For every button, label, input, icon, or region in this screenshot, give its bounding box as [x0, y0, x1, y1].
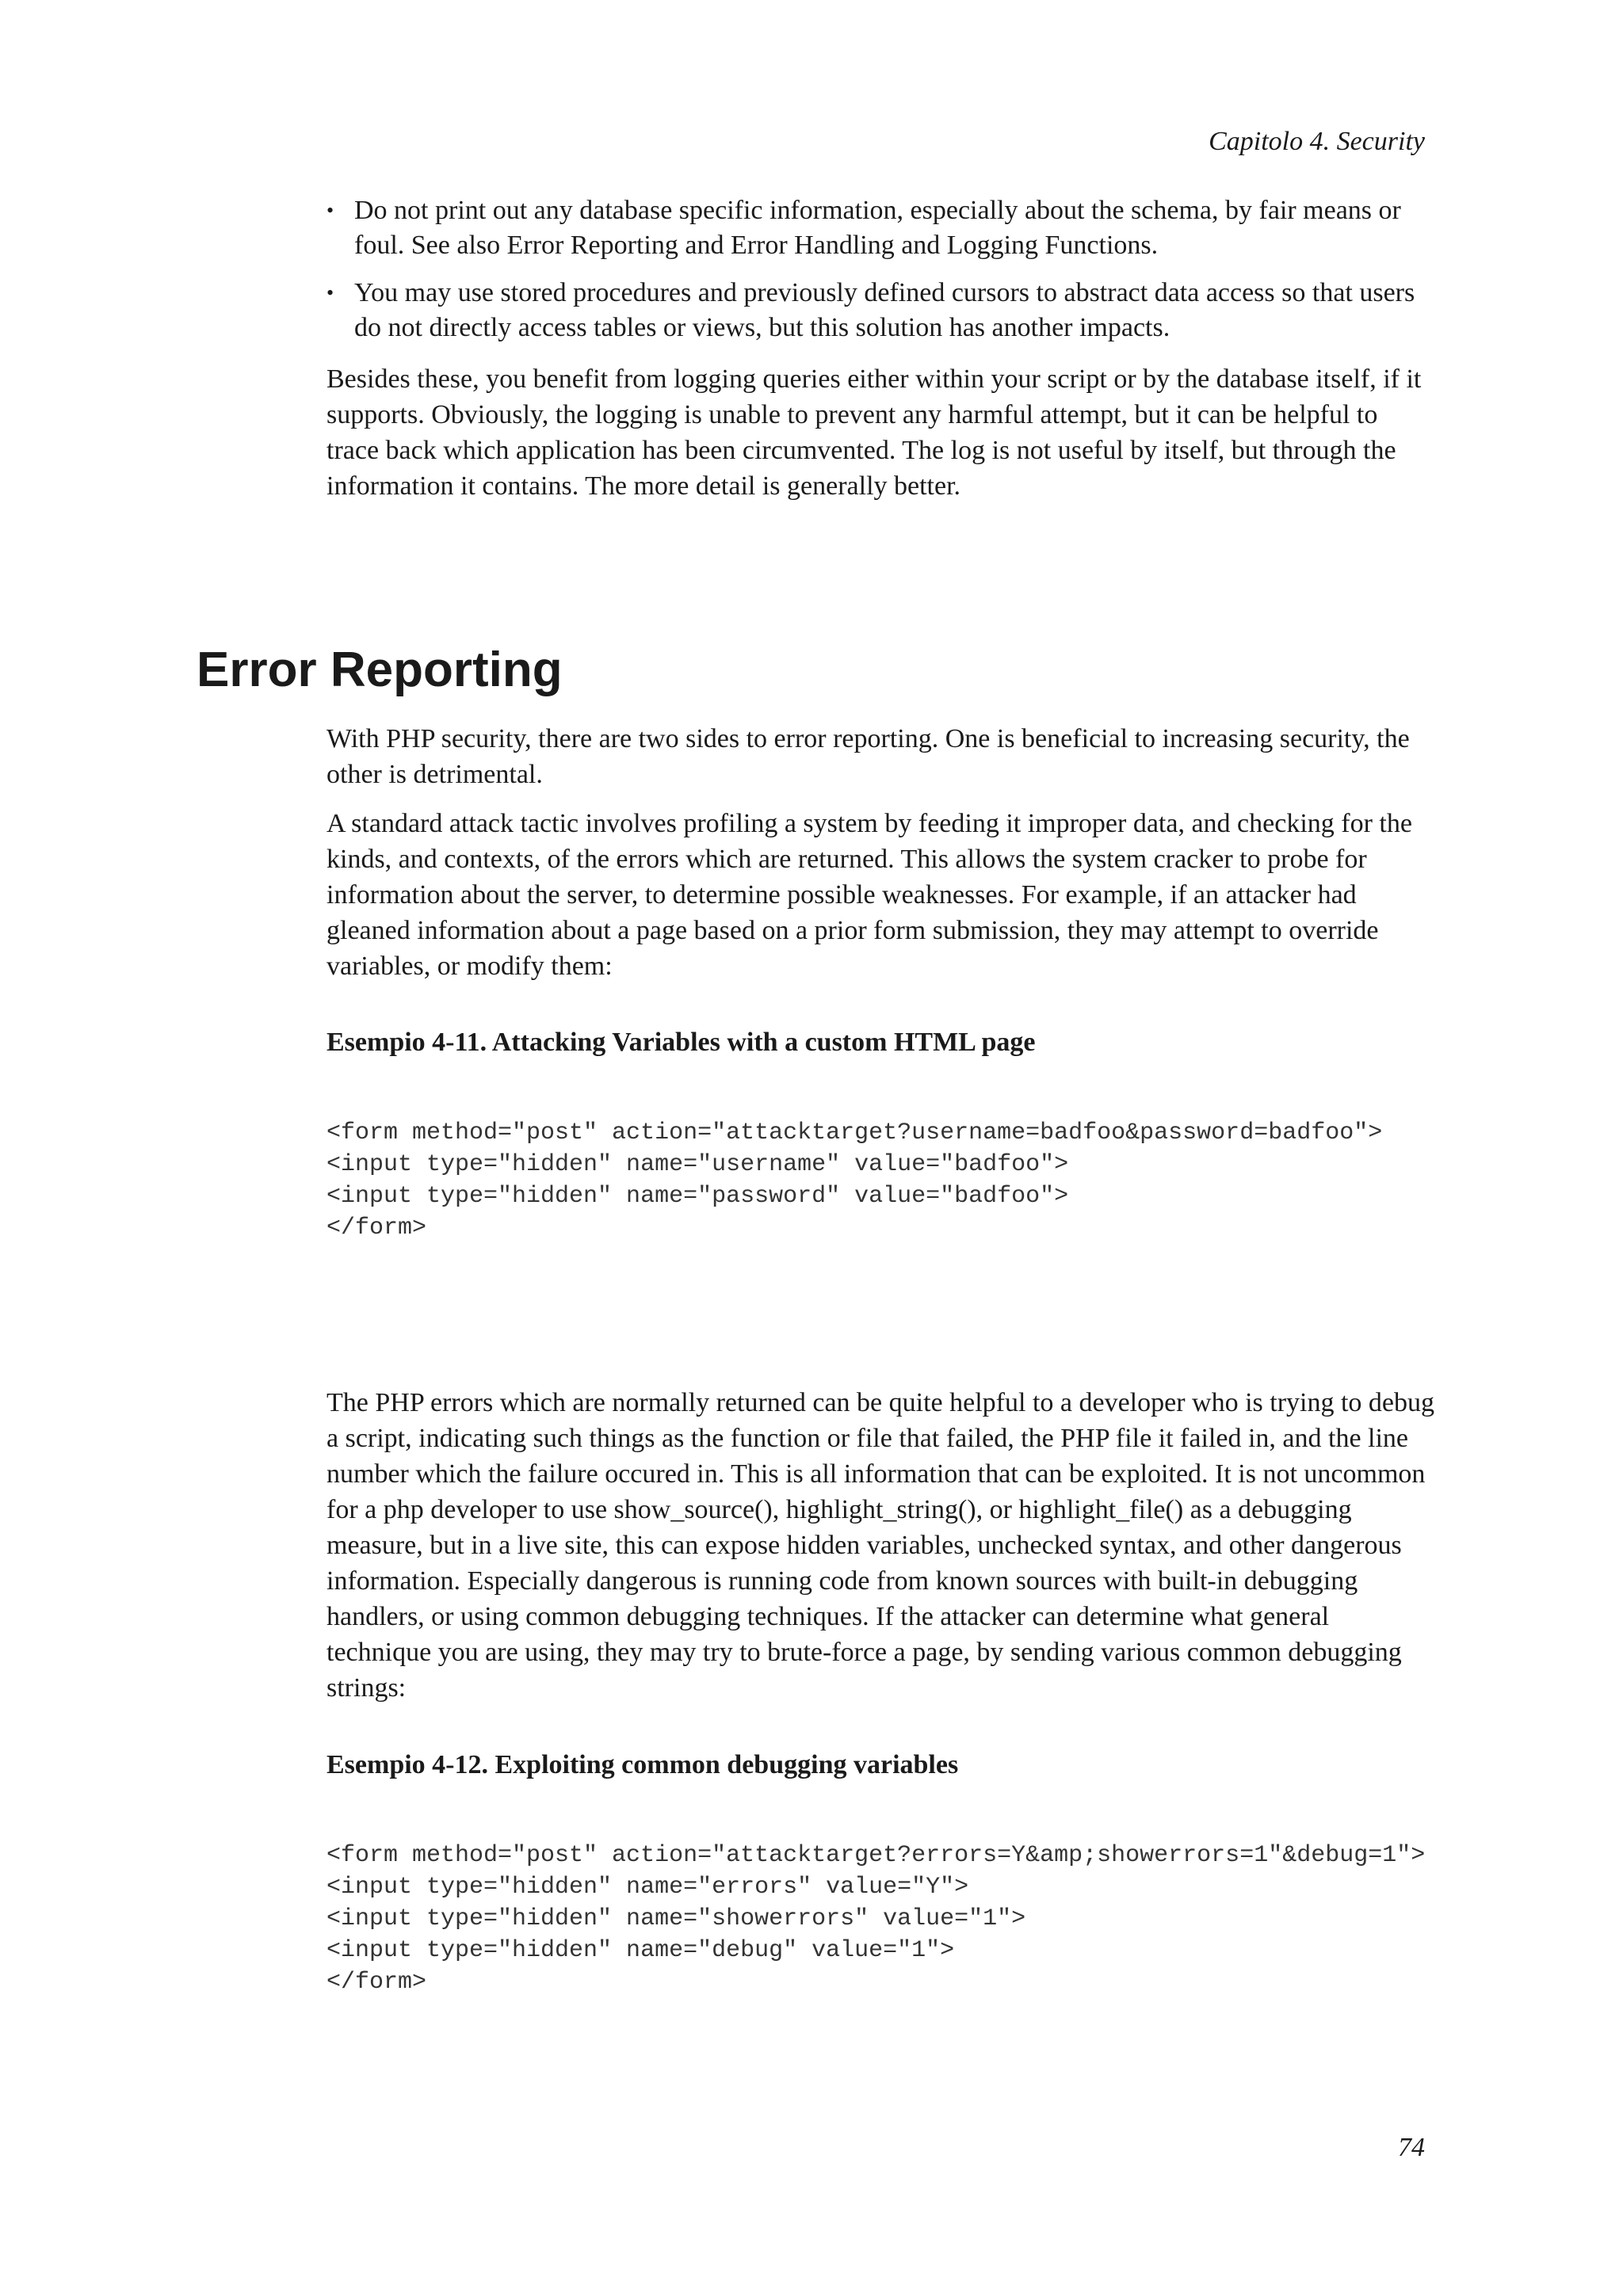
code-line: <input type="hidden" name="showerrors" value="1">: [327, 1905, 1026, 1932]
code-line: </form>: [327, 1215, 427, 1241]
running-header: Capitolo 4. Security: [1209, 127, 1425, 156]
bullet-text: Do not print out any database specific information, especially about the schema, by fair means or foul. See also Error Reporting and Error Handling and Logging Functions.: [354, 196, 1401, 260]
code-line: </form>: [327, 1969, 427, 1996]
example-title: Esempio 4-11. Attacking Variables with a custom HTML page: [327, 1028, 1036, 1057]
list-item: [327, 193, 1436, 263]
list-item: [327, 276, 1436, 345]
page-number: 74: [1398, 2133, 1425, 2162]
paragraph-php-errors: The PHP errors which are normally returned can be quite helpful to a developer who is trying to debug a script, indicating such things as the function or file that failed, the PHP file it failed in, and the line number which the failure occured in. This is all information that can be exploited. It is not uncommon for a php developer to use show_source(), highlight_string(), or highlight_file() as a debugging measure, but in a live site, this can expose hidden variables, unchecked syntax, and other dangerous information. Especially dangerous is running code from known sources with built-in debugging handlers, or using common debugging techniques. If the attacker can determine what general technique you are using, they may try to brute-force a page, by sending various common debugging strings:: [327, 1388, 1435, 1703]
code-block: [327, 1840, 1425, 1998]
bullet-icon: •: [327, 281, 334, 304]
code-line: <input type="hidden" name="password" value="badfoo">: [327, 1183, 1069, 1210]
code-line: <form method="post" action="attacktarget?username=badfoo&password=badfoo">: [327, 1119, 1383, 1146]
paragraph-error-reporting-sides: With PHP security, there are two sides to error reporting. One is beneficial to increasing security, the other is detrimental.: [327, 724, 1410, 789]
bullet-icon: •: [327, 199, 334, 222]
code-line: <input type="hidden" name="errors" value="Y">: [327, 1874, 969, 1901]
code-line: <input type="hidden" name="debug" value="1">: [327, 1937, 955, 1964]
code-line: <input type="hidden" name="username" value="badfoo">: [327, 1151, 1069, 1178]
intro-bullet-list: [327, 193, 1436, 358]
logging-paragraph: Besides these, you benefit from logging queries either within your script or by the database itself, if it supports. Obviously, the logging is unable to prevent any harmful attempt, but it can be helpful to trace back which application has been circumvented. The log is not useful by itself, but through the information it contains. The more detail is generally better.: [327, 364, 1422, 501]
paragraph-attack-tactic: A standard attack tactic involves profiling a system by feeding it improper data, and checking for the kinds, and contexts, of the errors which are returned. This allows the system cracker to probe for information about the server, to determine possible weaknesses. For example, if an attacker had gleaned information about a page based on a prior form submission, they may attempt to override variables, or modify them:: [327, 809, 1412, 981]
bullet-text: You may use stored procedures and previously defined cursors to abstract data access so that users do not directly access tables or views, but this solution has another impacts.: [354, 278, 1415, 342]
example-title: Esempio 4-12. Exploiting common debugging variables: [327, 1750, 959, 1779]
code-line: <form method="post" action="attacktarget?errors=Y&amp;showerrors=1"&debug=1">: [327, 1842, 1426, 1869]
code-block: [327, 1117, 1382, 1244]
section-heading: Error Reporting: [197, 643, 563, 697]
